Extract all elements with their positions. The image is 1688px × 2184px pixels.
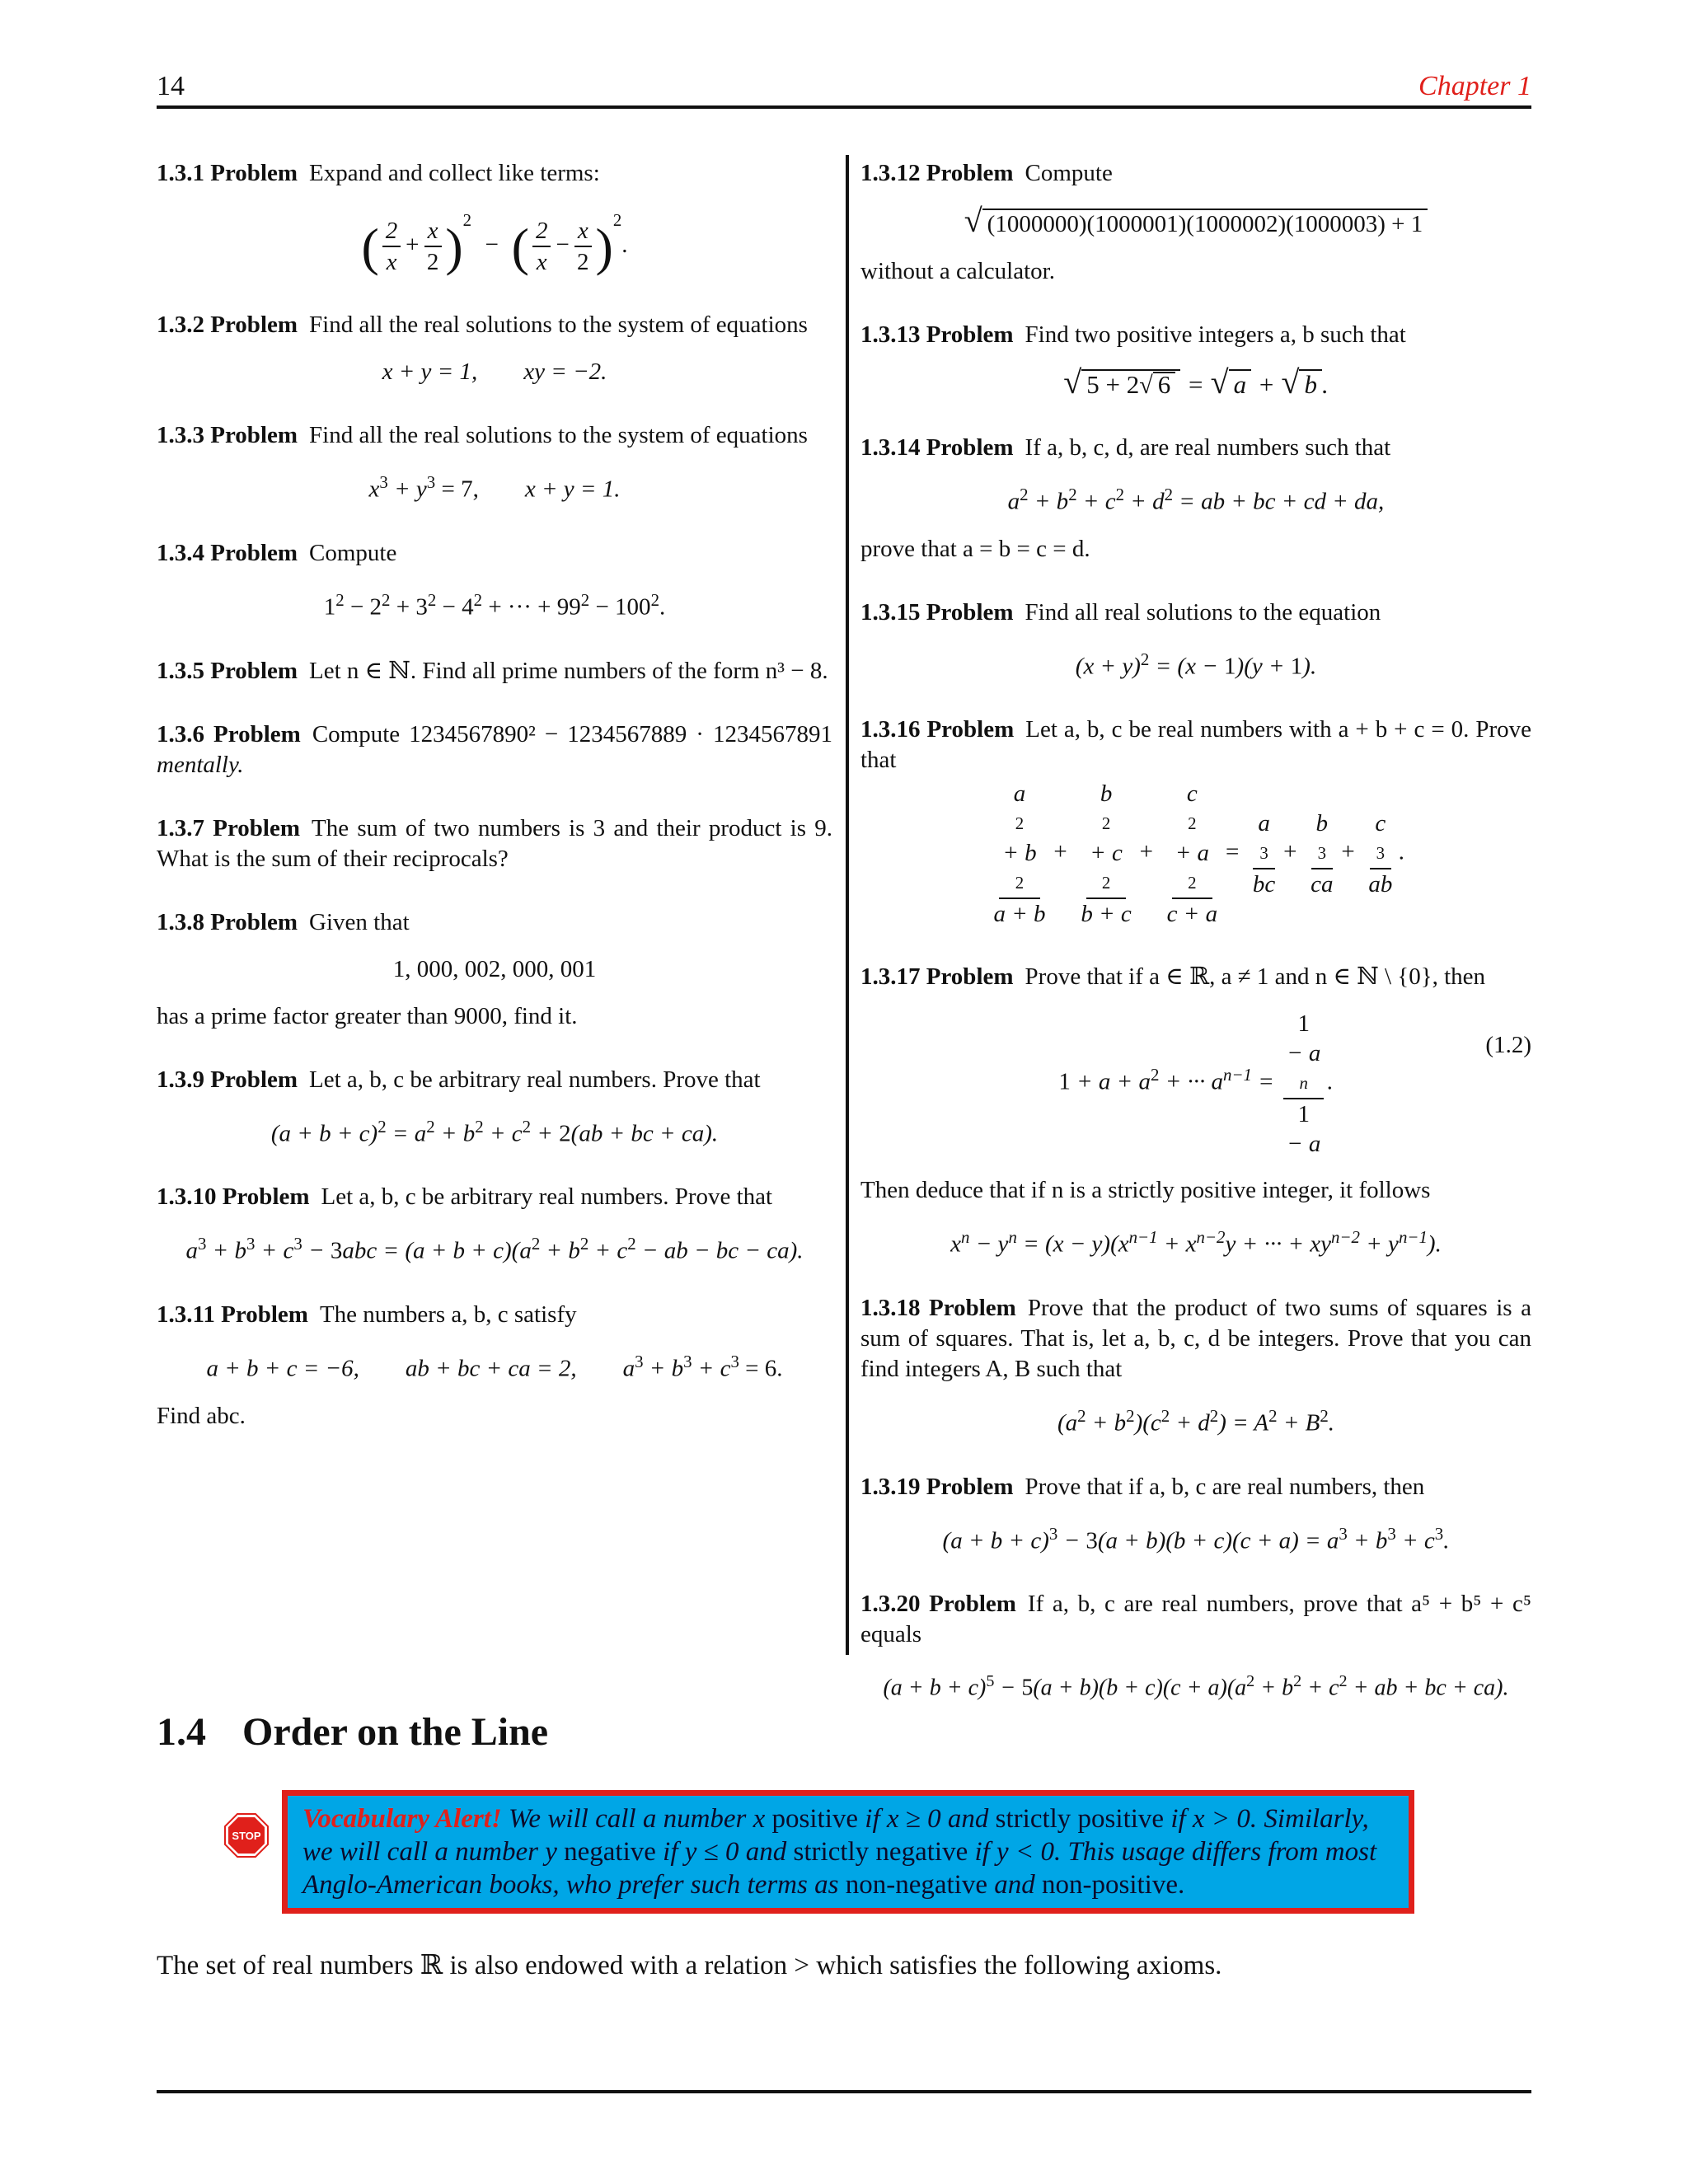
equation: $x^n - y^n = (x - y)(x^{n-1} + x^{n-2}y$ + ··· + $xy^{n-2} + y^{n-1}$).: [950, 1227, 1442, 1258]
equation-part: a + b + c = −6,: [206, 1355, 359, 1382]
problem-text: Prove that if a ∈ ℝ, a ≠ 1 and n ∈ ℕ \ {0}, then: [1025, 963, 1486, 991]
problem-number: 1.3.4 Problem: [157, 540, 298, 566]
problem-1-3-10: [157, 1182, 832, 1267]
equation-part: x + y = 1.: [524, 476, 621, 503]
problem-1-3-16: [860, 715, 1531, 929]
equation: √ (1000000)(1000001)(1000002)(1000003) + 1: [860, 205, 1531, 240]
equation-tag: (1.2): [1485, 1032, 1531, 1059]
alert-text: if y < 0. This usage differs from most Anglo-American books, who prefer such terms as: [302, 1837, 1377, 1900]
column-divider: [846, 155, 849, 1655]
equation-part: ab + bc + ca = 2,: [405, 1355, 577, 1382]
left-column: [157, 158, 832, 1465]
alert-term: non-positive.: [1041, 1870, 1185, 1900]
right-column: [860, 158, 1531, 1736]
equation-part: xy = −2.: [523, 359, 607, 386]
problem-number: 1.3.17 Problem: [860, 963, 1014, 991]
section-heading: [157, 1709, 548, 1755]
equation: a 2 + b 2 a + b + b 2 + c 2 b + c + c 2 + a 2 c + a = a 3 bc + b 3 ca + c 3 ab .: [993, 780, 1405, 928]
problem-number: 1.3.14 Problem: [860, 434, 1014, 461]
problem-1-3-3: [157, 420, 832, 505]
problem-number: 1.3.11 Problem: [157, 1301, 308, 1328]
svg-text:STOP: STOP: [232, 1830, 261, 1842]
problem-text: Find all the real solutions to the system of equations: [309, 312, 808, 339]
problem-text: Compute: [1025, 160, 1113, 186]
problem-text: Let a, b, c be real numbers with a + b + c = 0. Prove that: [860, 716, 1532, 774]
problem-1-3-11: [157, 1300, 832, 1432]
equation: $(a + b + c)^3 - 3(a + b)(b + c)(c + a) = a^3 + b^3 + c^3$.: [942, 1523, 1450, 1554]
problem-number: 1.3.9 Problem: [157, 1066, 298, 1093]
problem-number: 1.3.6 Problem: [157, 720, 301, 748]
alert-term: strictly negative: [793, 1837, 968, 1867]
section-title: Order on the Line: [242, 1710, 549, 1754]
problem-text-after: prove that a = b = c = d.: [860, 535, 1090, 562]
problem-1-3-8: [157, 907, 832, 1032]
chapter-heading: Chapter 1: [1418, 71, 1531, 101]
problem-number: 1.3.10 Problem: [157, 1183, 310, 1211]
equation: $(a + b + c)^2 = a^2 + b^2 + c^2 + 2(ab$ + bc + ca).: [270, 1116, 719, 1147]
problem-number: 1.3.5 Problem: [157, 657, 298, 684]
problem-text: If a, b, c are real numbers, prove that a⁵ + b⁵ + c⁵ equals: [860, 1591, 1531, 1648]
equation: [157, 357, 832, 387]
problem-number: 1.3.16 Problem: [860, 716, 1015, 743]
problem-1-3-5: [157, 656, 832, 687]
emphasis-text: mentally.: [157, 751, 244, 778]
problem-number: 1.3.19 Problem: [860, 1473, 1014, 1500]
alert-text: We will call a number x: [508, 1804, 766, 1834]
display-number: 1, 000, 002, 000, 001: [392, 955, 597, 982]
problem-text-after: Then deduce that if n is a strictly positive integer, it follows: [860, 1177, 1431, 1204]
equation: $a^3 + b^3 + c^3 - 3abc = (a + b + c)(a^2 + b^2 + c^2$ − ab − bc − ca).: [185, 1234, 804, 1264]
equation: $(a^2 + b^2)(c^2 + d^2) = A^2 + B^2$.: [1057, 1405, 1335, 1436]
problem-1-3-12: [860, 158, 1531, 287]
equation: $a^2 + b^2 + c^2 + d^2$ = ab + bc + cd + da,: [1007, 485, 1385, 515]
problem-text: Prove that if a, b, c are real numbers, then: [1025, 1473, 1425, 1500]
problem-1-3-18: [860, 1293, 1531, 1439]
problem-1-3-19: [860, 1472, 1531, 1557]
problem-text: Let a, b, c be arbitrary real numbers. Prove that: [309, 1066, 761, 1093]
footer-rule: [157, 2090, 1531, 2093]
alert-text: and: [994, 1870, 1035, 1900]
problem-text-after: has a prime factor greater than 9000, find it.: [157, 1002, 578, 1029]
problem-text: Find all real solutions to the equation: [1025, 598, 1381, 626]
problem-text: Compute: [309, 540, 397, 566]
problem-1-3-15: [860, 598, 1531, 682]
problem-text: Prove that the product of two sums of squares is a sum of squares. That is, let a, b, c, d be integers. Prove that you can find integers A, B such that: [860, 1294, 1531, 1382]
problem-number: 1.3.12 Problem: [860, 160, 1014, 186]
problem-number: 1.3.15 Problem: [860, 598, 1014, 626]
problem-1-3-14: [860, 433, 1531, 565]
vocabulary-alert-box: [282, 1790, 1414, 1914]
problem-1-3-1: [157, 158, 832, 277]
problem-text: Find two positive integers a, b such that: [1025, 321, 1406, 348]
problem-text: Find all the real solutions to the system of equations: [309, 422, 808, 449]
alert-text: if y ≤ 0 and: [663, 1837, 787, 1867]
page-number: 14: [157, 71, 185, 101]
problem-1-3-4: [157, 538, 832, 623]
problem-text: Given that: [309, 908, 410, 935]
problem-number: 1.3.1 Problem: [157, 160, 298, 186]
problem-text: If a, b, c, d, are real numbers such that: [1025, 434, 1391, 461]
problem-1-3-9: [157, 1065, 832, 1150]
problem-text: The sum of two numbers is 3 and their product is 9. What is the sum of their reciprocals?: [157, 814, 833, 872]
closing-paragraph: The set of real numbers ℝ is also endowed with a relation > which satisfies the following axioms.: [157, 1951, 1222, 1980]
problem-text-after: Find abc.: [157, 1402, 246, 1429]
equation: $1^2 - 2^2 + 3^2 - 4^2$ + ··· + $99^2 - 100^2$.: [323, 590, 666, 621]
alert-term: positive: [771, 1804, 859, 1834]
problem-text: Let a, b, c be arbitrary real numbers. Prove that: [321, 1183, 773, 1211]
problem-number: 1.3.8 Problem: [157, 908, 298, 935]
problem-text: Compute 1234567890² − 1234567889 · 1234567891: [312, 720, 832, 748]
equation: $(a + b + c)^5 - 5(a + b)(b + c)(c + a)(a^2 + b^2 + c^2$ + ab + bc + ca).: [883, 1672, 1509, 1701]
problem-number: 1.3.3 Problem: [157, 422, 298, 449]
equation: $x^3 + y^3 = 7$, x + y = 1.: [368, 472, 621, 503]
equation: ( $\frac{2}{x}$ + $\frac{x}{2}$ )$^2$ − ( $\frac{2}{x}$ − $\frac{x}{2}$ )$^2$.: [361, 210, 628, 276]
problem-number: 1.3.7 Problem: [157, 814, 301, 841]
problem-number: 1.3.18 Problem: [860, 1294, 1016, 1321]
problem-text: Expand and collect like terms:: [309, 160, 600, 186]
problem-1-3-7: [157, 813, 832, 874]
problem-number: 1.3.2 Problem: [157, 312, 298, 339]
problem-1-3-6: [157, 719, 832, 780]
alert-term: non-negative: [845, 1870, 987, 1900]
problem-1-3-13: [860, 320, 1531, 400]
header-rule: [157, 105, 1531, 109]
problem-1-3-17: [860, 962, 1531, 1260]
alert-term: strictly positive: [995, 1804, 1165, 1834]
alert-text: if x ≥ 0 and: [865, 1804, 989, 1834]
stop-sign-icon: [224, 1813, 269, 1858]
equation: $(x + y)^2 = (x - 1)(y + 1)$.: [1075, 649, 1317, 680]
problem-number: 1.3.13 Problem: [860, 321, 1014, 348]
alert-term: negative: [564, 1837, 656, 1867]
equation: $1 + a + a^2$ + ··· $a^{n-1}$ = 1 − a n 1 − a . (1.2): [1058, 1010, 1531, 1158]
problem-1-3-2: [157, 310, 832, 387]
equation: √ 5 + 2√ 6 = √ a + √ b .: [1063, 363, 1329, 401]
problem-text-after: without a calculator.: [860, 258, 1055, 284]
alert-label: Vocabulary Alert!: [302, 1804, 502, 1834]
problem-text: The numbers a, b, c satisfy: [319, 1301, 577, 1328]
equation-part: x + y = 1,: [382, 359, 478, 386]
problem-text: Let n ∈ ℕ. Find all prime numbers of the form n³ − 8.: [309, 657, 828, 684]
problem-number: 1.3.20 Problem: [860, 1591, 1016, 1618]
alert-text: if x > 0. Similarly, we will call a number y: [302, 1804, 1369, 1867]
radicand: (1000000)(1000001)(1000002)(1000003) + 1: [982, 209, 1428, 238]
section-number: 1.4: [157, 1710, 206, 1754]
problem-1-3-20: [860, 1589, 1531, 1703]
equation: a + b + c = −6, ab + bc + ca = 2, $a^3 + b^3 + c^3 = 6$.: [206, 1351, 783, 1382]
